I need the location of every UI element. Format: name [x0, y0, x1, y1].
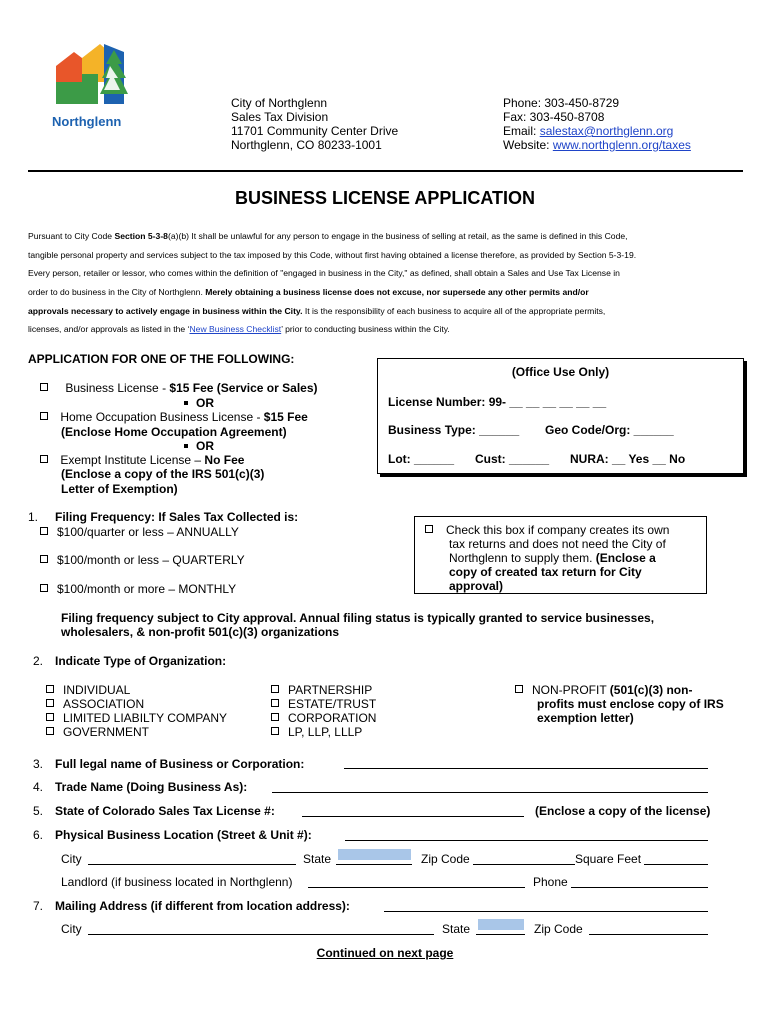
mailing-zip-label: Zip Code: [534, 922, 583, 936]
square-feet-input[interactable]: [644, 864, 708, 865]
mailing-state-highlight[interactable]: [478, 919, 524, 930]
new-business-checklist-link[interactable]: New Business Checklist: [189, 324, 282, 334]
website-link[interactable]: www.northglenn.org/taxes: [552, 138, 691, 152]
checkbox[interactable]: [271, 727, 279, 735]
physical-location-label: Physical Business Location (Street & Unit #):: [55, 828, 312, 842]
filing-note-2: wholesalers, & non-profit 501(c)(3) organizations: [61, 625, 340, 639]
email-link[interactable]: salestax@northglenn.org: [539, 124, 674, 138]
own-returns-checkbox[interactable]: [425, 525, 433, 533]
landlord-phone-input[interactable]: [571, 887, 708, 888]
city-name: City of Northglenn: [231, 96, 328, 110]
field-4-number: 4.: [33, 780, 44, 794]
landlord-label: Landlord (if business located in Northglenn): [61, 875, 293, 889]
application-heading: APPLICATION FOR ONE OF THE FOLLOWING:: [28, 352, 295, 366]
checkbox[interactable]: [40, 412, 48, 420]
filing-quarterly[interactable]: $100/month or less – QUARTERLY: [40, 553, 245, 567]
nonprofit-note-1: profits must enclose copy of IRS: [537, 697, 724, 711]
license-number: License Number: 99- __ __ __ __ __ __: [388, 395, 607, 409]
intro-line-1: Pursuant to City Code Section 5-3-8(a)(b) It shall be unlawful for any person to engage in the business of selling at retail, as the same is defined in this Code,: [28, 231, 628, 241]
org-association[interactable]: ASSOCIATION: [46, 697, 144, 711]
address-line-1: 11701 Community Center Drive: [231, 124, 399, 138]
zip-label: Zip Code: [421, 852, 470, 866]
northglenn-logo: [52, 44, 142, 134]
state-label: State: [303, 852, 332, 866]
mailing-state-input[interactable]: [476, 934, 525, 935]
mailing-address-input[interactable]: [384, 911, 708, 912]
exempt-note-1: (Enclose a copy of the IRS 501(c)(3): [61, 467, 265, 481]
org-estate-trust[interactable]: ESTATE/TRUST: [271, 697, 376, 711]
landlord-phone-label: Phone: [533, 875, 568, 889]
logo-text: Northglenn: [52, 114, 122, 129]
field-6-number: 6.: [33, 828, 44, 842]
mailing-zip-input[interactable]: [589, 934, 708, 935]
checkbox[interactable]: [271, 685, 279, 693]
exempt-note-2: Letter of Exemption): [61, 482, 178, 496]
intro-line-5: approvals necessary to actively engage in business within the City. It is the responsibility of each business to acquire all of the appropriate permits,: [28, 306, 606, 316]
org-government[interactable]: GOVERNMENT: [46, 725, 149, 739]
email-label: Email:: [503, 124, 537, 138]
org-number: 2.: [33, 654, 44, 668]
checkbox[interactable]: [46, 713, 54, 721]
or-2: OR: [184, 439, 214, 453]
checkbox[interactable]: [40, 527, 48, 535]
legal-name-label: Full legal name of Business or Corporation:: [55, 757, 305, 771]
own-returns-line-2: tax returns and does not need the City of: [449, 537, 666, 551]
geo-code: Geo Code/Org: ______: [545, 423, 674, 437]
nura: NURA: __ Yes __ No: [570, 452, 686, 466]
org-individual[interactable]: INDIVIDUAL: [46, 683, 130, 697]
zip-input[interactable]: [473, 864, 575, 865]
org-lp[interactable]: LP, LLP, LLLP: [271, 725, 362, 739]
business-type: Business Type: ______: [388, 423, 520, 437]
filing-note-1: Filing frequency subject to City approval. Annual filing status is typically granted to service businesses,: [61, 611, 655, 625]
field-5-number: 5.: [33, 804, 44, 818]
intro-line-2: tangible personal property and services subject to the tax imposed by this Code, without first having obtained a license therefore, as provided by Section 5-3-19.: [28, 250, 637, 260]
website-row: [503, 138, 691, 152]
office-use-box: [377, 358, 744, 474]
checkbox[interactable]: [271, 713, 279, 721]
trade-name-label: Trade Name (Doing Business As):: [55, 780, 248, 794]
filing-monthly[interactable]: $100/month or more – MONTHLY: [40, 582, 236, 596]
filing-annually[interactable]: $100/quarter or less – ANNUALLY: [40, 525, 239, 539]
mailing-city-input[interactable]: [88, 934, 434, 935]
website-label: Website:: [503, 138, 550, 152]
checkbox[interactable]: [46, 699, 54, 707]
physical-location-input[interactable]: [345, 840, 708, 841]
checkbox[interactable]: [40, 455, 48, 463]
checkbox[interactable]: [46, 727, 54, 735]
continued-note: Continued on next page: [316, 946, 454, 960]
state-license-note: (Enclose a copy of the license): [535, 804, 711, 818]
checkbox[interactable]: [271, 699, 279, 707]
home-occupation-note: (Enclose Home Occupation Agreement): [61, 425, 287, 439]
own-returns-line-1[interactable]: Check this box if company creates its own: [425, 523, 669, 537]
office-use-title: (Office Use Only): [511, 365, 610, 379]
cust: Cust: ______: [475, 452, 550, 466]
fax: Fax: 303-450-8708: [503, 110, 605, 124]
field-3-number: 3.: [33, 757, 44, 771]
org-partnership[interactable]: PARTNERSHIP: [271, 683, 372, 697]
mailing-state-label: State: [442, 922, 471, 936]
own-returns-line-3: Northglenn to supply them. (Enclose a: [449, 551, 656, 565]
nonprofit-note-2: exemption letter): [537, 711, 634, 725]
intro-line-3: Every person, retailer or lessor, who comes within the definition of "engaged in business in the City," as defined, shall obtain a Sales and Use Tax License in: [28, 268, 620, 278]
org-llc[interactable]: LIMITED LIABILTY COMPANY: [46, 711, 227, 725]
state-field-highlight[interactable]: [338, 849, 411, 860]
own-returns-line-5: approval): [449, 579, 504, 593]
city-input[interactable]: [88, 864, 296, 865]
org-heading: Indicate Type of Organization:: [55, 654, 227, 668]
org-corporation[interactable]: CORPORATION: [271, 711, 376, 725]
page-title: BUSINESS LICENSE APPLICATION: [234, 188, 536, 208]
state-license-label: State of Colorado Sales Tax License #:: [55, 804, 275, 818]
org-nonprofit[interactable]: NON-PROFIT (501(c)(3) non-: [515, 683, 692, 697]
phone: Phone: 303-450-8729: [503, 96, 620, 110]
own-returns-line-4: copy of created tax return for City: [449, 565, 642, 579]
intro-line-4: order to do business in the City of Northglenn. Merely obtaining a business license does not excuse, nor supersede any other permits and/or: [28, 287, 589, 297]
intro-line-6: licenses, and/or approvals as listed in the ‘New Business Checklist’ prior to conducting business within the City.: [28, 324, 450, 334]
or-1: OR: [184, 396, 214, 410]
checkbox[interactable]: [40, 555, 48, 563]
option-business-license[interactable]: Business License - $15 Fee (Service or Sales): [40, 381, 318, 395]
filing-heading: Filing Frequency: If Sales Tax Collected is:: [55, 510, 299, 524]
address-line-2: Northglenn, CO 80233-1001: [231, 138, 382, 152]
checkbox[interactable]: [515, 685, 523, 693]
state-license-input[interactable]: [302, 816, 524, 817]
checkbox[interactable]: [40, 383, 48, 391]
city-label: City: [61, 852, 82, 866]
checkbox[interactable]: [46, 685, 54, 693]
option-exempt-institute[interactable]: Exempt Institute License – No Fee: [40, 453, 244, 467]
option-home-occupation[interactable]: Home Occupation Business License - $15 Fee: [40, 410, 308, 424]
header-divider: [28, 170, 743, 172]
state-input[interactable]: [336, 864, 412, 865]
mailing-address-label: Mailing Address (if different from location address):: [55, 899, 350, 913]
landlord-input[interactable]: [308, 887, 525, 888]
lot: Lot: ______: [388, 452, 455, 466]
legal-name-input[interactable]: [344, 768, 708, 769]
checkbox[interactable]: [40, 584, 48, 592]
field-7-number: 7.: [33, 899, 44, 913]
trade-name-input[interactable]: [272, 792, 708, 793]
mailing-city-label: City: [61, 922, 82, 936]
square-feet-label: Square Feet: [575, 852, 642, 866]
own-returns-box: [414, 516, 707, 594]
filing-number: 1.: [28, 510, 39, 524]
division: Sales Tax Division: [231, 110, 329, 124]
email-row: [503, 124, 673, 138]
